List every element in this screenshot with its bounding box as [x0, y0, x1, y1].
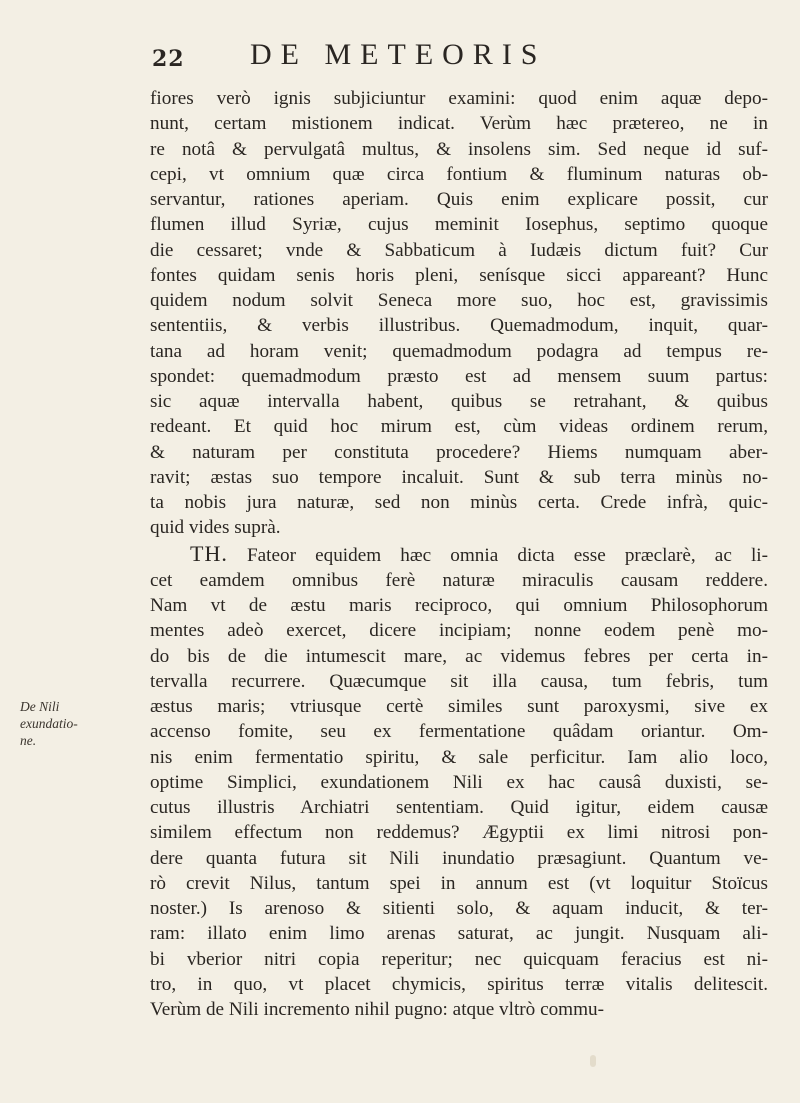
text-line: Verùm de Nili incremento nihil pugno: atque vltrò commu-: [150, 999, 605, 1020]
text-line: quidem nodum solvit Seneca more suo, hoc est, gravissimis: [150, 290, 768, 311]
text-line: nis enim fermentatio spiritu, & sale perficitur. Iam alio loco,: [150, 746, 768, 768]
text-line: tro, in quo, vt placet chymicis, spiritus terræ vitalis delitescit.: [150, 973, 768, 995]
text-line: Nam vt de æstu maris reciproco, qui omnium Philosophorum: [150, 595, 768, 616]
text-line: re notâ & pervulgatâ multus, & insolens sim. Sed neque id suf-: [150, 138, 768, 160]
text-line: fontes quidam senis horis pleni, senísque sicci appareant? Hunc: [150, 264, 768, 286]
text-line: cet eamdem omnibus ferè naturæ miraculis causam reddere.: [150, 569, 768, 591]
body-text: [150, 86, 768, 1022]
margin-note-line: ne.: [20, 733, 37, 748]
margin-note: [20, 698, 140, 749]
text-line: quid vides suprà.: [150, 517, 281, 539]
text-line: flumen illud Syriæ, cujus meminit Iosephus, septimo quoque: [150, 214, 768, 236]
text-line: spondet: quemadmodum præsto est ad mensem suum partus:: [150, 365, 768, 387]
text-line: accenso fomite, seu ex fermentatione quâdam oriantur. Om-: [150, 721, 768, 743]
text-line: similem effectum non reddemus? Ægyptii ex limi nitrosi pon-: [150, 822, 768, 844]
text-line: sententiis, & verbis illustribus. Quemadmodum, inquit, quar-: [150, 315, 768, 337]
text-line: redeant. Et quid hoc mirum est, cùm videas ordinem rerum,: [150, 416, 768, 438]
page-header: [0, 38, 800, 78]
text-line: tana ad horam venit; quemadmodum podagra ad tempus re-: [150, 340, 768, 362]
text-line: cepi, vt omnium quæ circa fontium & fluminum naturas ob-: [150, 163, 768, 185]
text-line: fiores verò ignis subjiciuntur examini: quod enim aquæ depo-: [150, 88, 768, 109]
margin-note-line: De Nili: [20, 699, 60, 714]
text-line: bi vberior nitri copia reperitur; nec quicquam feracius est ni-: [150, 948, 768, 970]
text-line: optime Simplici, exundationem Nili ex hac causâ duxisti, se-: [150, 771, 768, 793]
speaker-label: TH.: [190, 540, 228, 566]
speaker-line: [150, 541, 768, 568]
text-line: ram: illato enim limo arenas saturat, ac jungit. Nusquam ali-: [150, 923, 768, 945]
text-line: do bis de die intumescit mare, ac videmus febres per certa in-: [150, 645, 768, 667]
text-line: tervalla recurrere. Quæcumque sit illa causa, tum febris, tum: [150, 670, 768, 692]
page-number: 22: [152, 46, 185, 72]
margin-note-line: exundatio-: [20, 716, 78, 731]
text-line: ta nobis jura naturæ, sed non minùs certa. Crede infrà, quic-: [150, 492, 768, 513]
text-line: ravit; æstas suo tempore incaluit. Sunt & sub terra minùs no-: [150, 466, 768, 488]
text-line: Fateor equidem hæc omnia dicta esse præclarè, ac li-: [246, 544, 768, 566]
text-line: die cessaret; vnde & Sabbaticum à Iudæis dictum fuit? Cur: [150, 239, 768, 261]
text-line: nunt, certam mistionem indicat. Verùm hæc prætereo, ne in: [150, 113, 768, 135]
text-line: servantur, rationes aperiam. Quis enim explicare possit, cur: [150, 189, 768, 210]
running-title: DE METEORIS: [250, 38, 547, 71]
text-line: cutus illustris Archiatri sententiam. Quid igitur, eidem causæ: [150, 797, 768, 818]
text-line: dere quanta futura sit Nili inundatio præsagiunt. Quantum ve-: [150, 847, 768, 869]
text-line: & naturam per constituta procedere? Hiems numquam aber-: [150, 441, 768, 463]
text-line: sic aquæ intervalla habent, quibus se retrahant, & quibus: [150, 391, 768, 412]
paper-stain: [590, 1055, 596, 1067]
text-line: æstus maris; vtriusque certè similes sunt paroxysmi, sive ex: [150, 696, 768, 717]
text-line: mentes adeò exercet, dicere incipiam; nonne eodem penè mo-: [150, 620, 768, 642]
text-line: noster.) Is arenoso & sitienti solo, & aquam inducit, & ter-: [150, 898, 768, 919]
text-line: rò crevit Nilus, tantum spei in annum est (vt loquitur Stoïcus: [150, 872, 768, 894]
